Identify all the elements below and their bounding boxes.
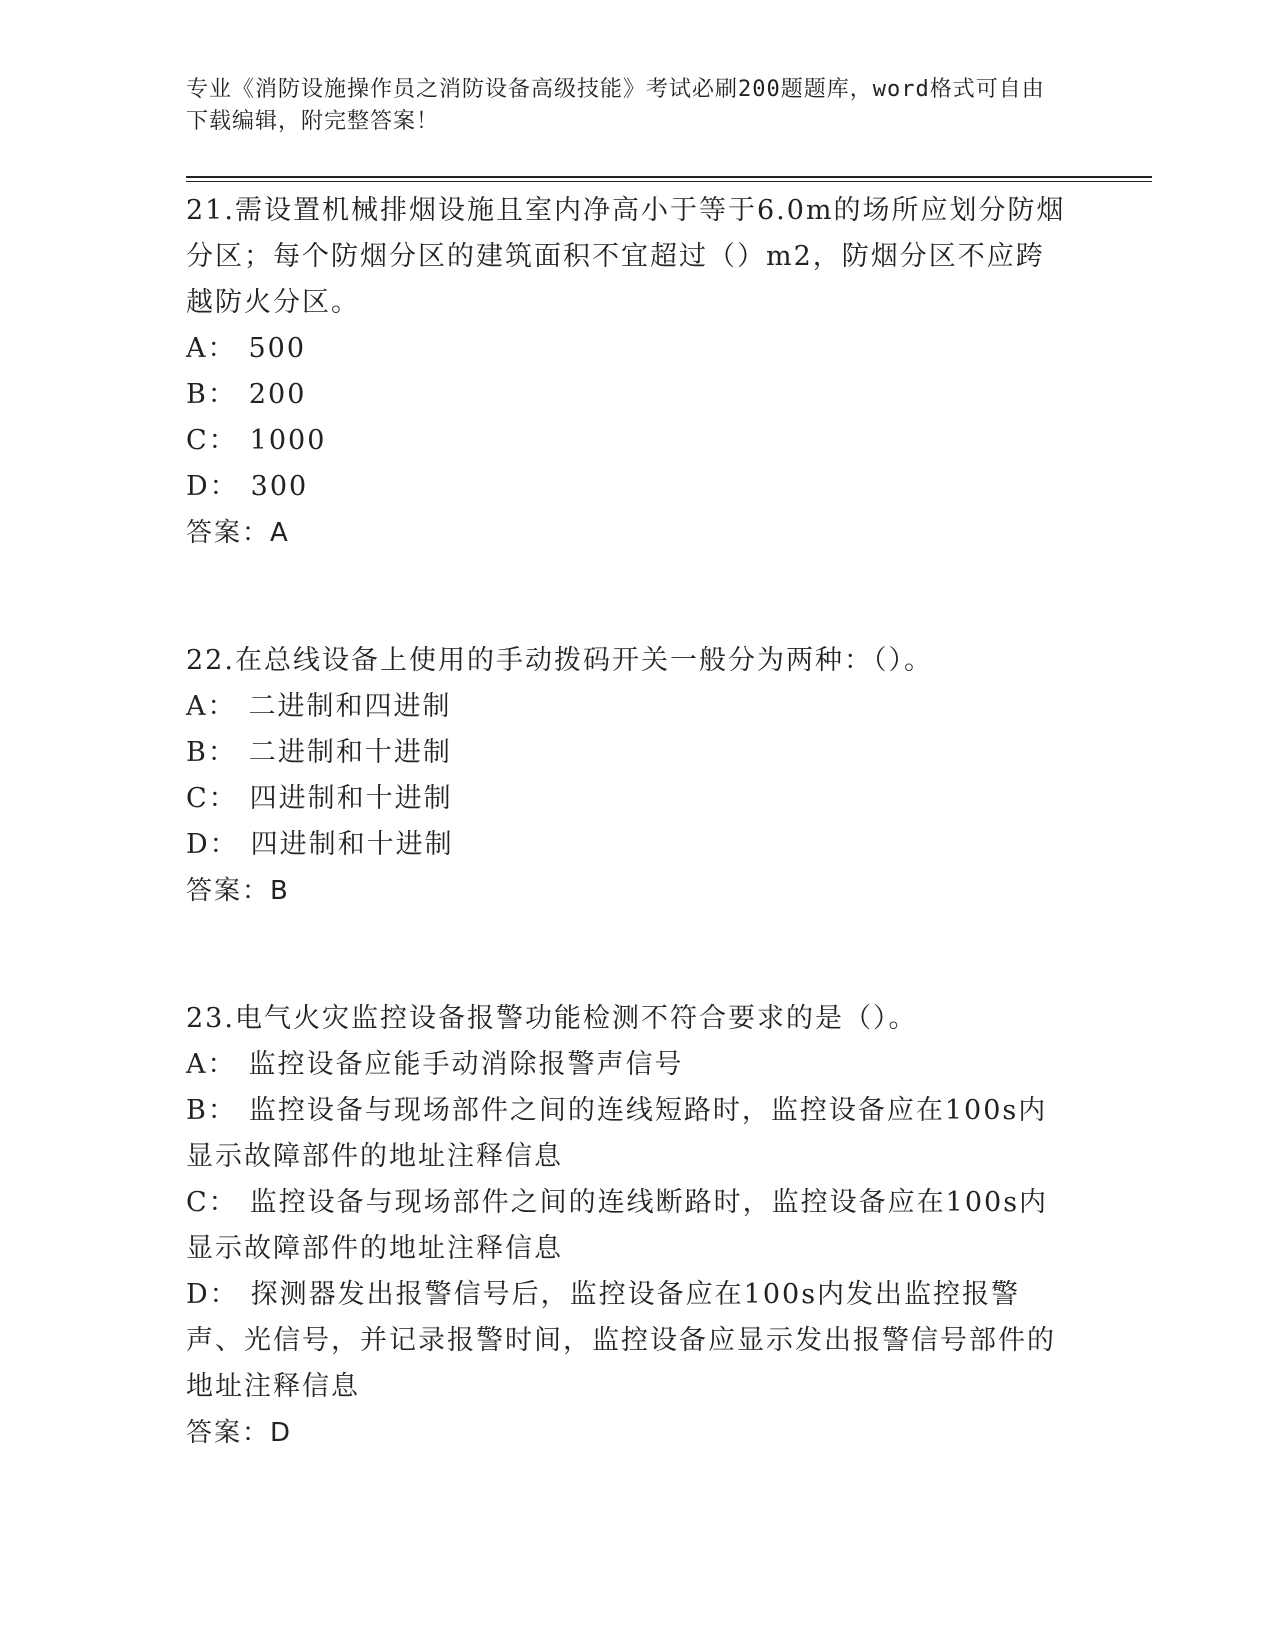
answer-label: 答案： (186, 518, 271, 548)
option-key: A： (186, 333, 237, 364)
option-d (186, 1272, 1066, 1410)
question-text: 电气火灾监控设备报警功能检测不符合要求的是（）。 (234, 1003, 918, 1034)
option-value: 二进制和四进制 (248, 691, 452, 722)
option-a (186, 1042, 1066, 1088)
option-key: C： (186, 1187, 238, 1218)
option-a (186, 684, 1066, 730)
option-value: 监控设备与现场部件之间的连线断路时，监控设备应在100s内显示故障部件的地址注释信息 (186, 1187, 1049, 1264)
answer-label: 答案： (186, 876, 271, 906)
option-key: D： (186, 1279, 239, 1310)
option-key: A： (186, 691, 237, 722)
option-value: 四进制和十进制 (249, 783, 453, 814)
answer-value: D (270, 1418, 293, 1448)
option-c (186, 1180, 1066, 1272)
option-a (186, 326, 1066, 372)
option-b (186, 372, 1066, 418)
option-key: D： (186, 829, 239, 860)
option-d (186, 464, 1066, 510)
option-b (186, 1088, 1066, 1180)
option-value: 500 (248, 333, 307, 364)
answer-value: B (270, 876, 290, 906)
option-value: 200 (248, 379, 307, 410)
option-value: 探测器发出报警信号后，监控设备应在100s内发出监控报警声、光信号，并记录报警时间，监控设备应显示发出报警信号部件的地址注释信息 (186, 1279, 1056, 1402)
option-c (186, 418, 1066, 464)
question-number: 22. (186, 645, 235, 676)
option-key: B： (186, 737, 237, 768)
option-b (186, 730, 1066, 776)
option-value: 监控设备应能手动消除报警声信号 (248, 1049, 684, 1080)
option-key: C： (186, 425, 238, 456)
header-divider-thin (186, 181, 1152, 182)
question-21 (186, 188, 1066, 556)
question-number: 23. (186, 1003, 235, 1034)
question-stem (186, 638, 1066, 684)
option-value: 四进制和十进制 (250, 829, 454, 860)
intro-text: 专业《消防设施操作员之消防设备高级技能》考试必刷200题题库，word格式可自由下载编辑，附完整答案！ (186, 77, 1045, 134)
answer-value: A (270, 518, 290, 548)
header-divider-thick (186, 176, 1152, 178)
document-intro (186, 74, 1066, 138)
answer-line (186, 510, 1066, 556)
option-key: C： (186, 783, 238, 814)
option-key: B： (186, 379, 237, 410)
option-key: D： (186, 471, 239, 502)
question-stem (186, 188, 1066, 326)
question-22 (186, 638, 1066, 914)
option-value: 监控设备与现场部件之间的连线短路时，监控设备应在100s内显示故障部件的地址注释信息 (186, 1095, 1048, 1172)
question-spacer (186, 914, 1066, 996)
question-list (186, 188, 1066, 1456)
option-c (186, 776, 1066, 822)
question-spacer (186, 556, 1066, 638)
answer-label: 答案： (186, 1418, 271, 1448)
question-23 (186, 996, 1066, 1456)
answer-line (186, 868, 1066, 914)
option-d (186, 822, 1066, 868)
option-value: 300 (250, 471, 309, 502)
option-key: B： (186, 1095, 237, 1126)
question-text: 在总线设备上使用的手动拨码开关一般分为两种：（）。 (234, 645, 933, 676)
question-number: 21. (186, 195, 235, 226)
option-key: A： (186, 1049, 237, 1080)
answer-line (186, 1410, 1066, 1456)
option-value: 二进制和十进制 (248, 737, 452, 768)
question-stem (186, 996, 1066, 1042)
option-value: 1000 (249, 425, 327, 456)
question-text: 需设置机械排烟设施且室内净高小于等于6.0m的场所应划分防烟分区；每个防烟分区的建筑面积不宜超过（）m2，防烟分区不应跨越防火分区。 (186, 195, 1066, 318)
